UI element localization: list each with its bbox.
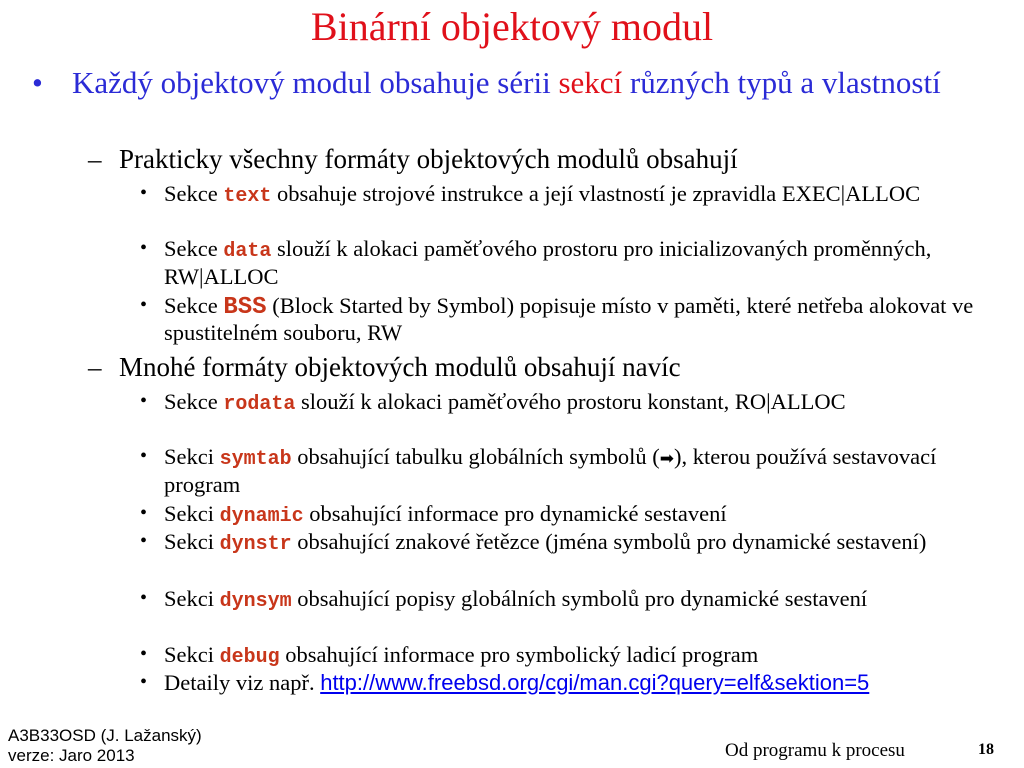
section-name-rodata: rodata xyxy=(223,393,296,416)
list-item xyxy=(140,236,1000,289)
right-arrow-icon: ➡ xyxy=(659,449,674,469)
item-prefix: Sekce xyxy=(164,293,224,318)
dash-icon: – xyxy=(88,352,102,382)
item-description: obsahující tabulku globálních symbolů ( xyxy=(291,444,660,469)
item-prefix: Sekci xyxy=(164,529,220,554)
item-description: obsahující informace pro dynamické sestavení xyxy=(303,501,727,526)
item-prefix: Sekci xyxy=(164,586,220,611)
bullet-icon: • xyxy=(140,182,148,204)
list-item xyxy=(140,293,1000,345)
footer-course: A3B33OSD (J. Lažanský) xyxy=(8,726,202,745)
sub-bullet-text: Prakticky všechny formáty objektových modulů obsahují xyxy=(119,144,738,174)
item-prefix: Sekci xyxy=(164,444,220,469)
item-description: obsahuje strojové instrukce a její vlastností je zpravidla EXEC|ALLOC xyxy=(271,181,921,206)
list-item xyxy=(140,389,1000,417)
item-prefix: Detaily viz např. xyxy=(164,670,321,695)
bullet-icon: • xyxy=(140,294,148,316)
bullet-icon: • xyxy=(140,643,148,665)
section-name-dynsym: dynsym xyxy=(219,590,292,613)
item-description-tail: ), kterou používá sestavovací program xyxy=(164,444,937,497)
item-prefix: Sekci xyxy=(164,501,220,526)
bullet-sections xyxy=(32,66,1007,100)
item-description: obsahující znakové řetězce (jména symbolů pro dynamické sestavení) xyxy=(291,529,927,554)
section-name-symtab: symtab xyxy=(219,448,292,471)
section-name-debug: debug xyxy=(219,646,280,669)
item-description: obsahující popisy globálních symbolů pro dynamické sestavení xyxy=(291,586,868,611)
dash-icon: – xyxy=(88,144,102,174)
footer-version: verze: Jaro 2013 xyxy=(8,746,135,765)
list-item xyxy=(140,444,1000,497)
bullet-icon: • xyxy=(140,502,148,524)
bullet-text-pre: Každý objektový modul obsahuje sérii xyxy=(72,65,559,100)
page-number: 18 xyxy=(978,741,994,758)
item-description: obsahující informace pro symbolický ladicí program xyxy=(279,642,759,667)
item-description: (Block Started by Symbol) popisuje místo v paměti, které netřeba alokovat ve spustitelném souboru, RW xyxy=(164,293,974,345)
sub-bullet-common xyxy=(88,144,988,174)
item-prefix: Sekci xyxy=(164,642,220,667)
list-item xyxy=(140,181,1000,209)
slide-title: Binární objektový modul xyxy=(310,4,714,49)
list-item xyxy=(140,642,1000,670)
item-prefix: Sekce xyxy=(164,236,224,261)
item-prefix: Sekce xyxy=(164,181,224,206)
bullet-icon: • xyxy=(140,530,148,552)
bullet-icon: • xyxy=(140,237,148,259)
section-name-dynamic: dynamic xyxy=(219,505,304,528)
item-description: slouží k alokaci paměťového prostoru pro inicializovaných proměnných, RW|ALLOC xyxy=(164,236,932,289)
bullet-icon: • xyxy=(140,390,148,412)
bullet-icon: • xyxy=(140,587,148,609)
bullet-icon: • xyxy=(32,65,43,100)
highlight-sections: sekcí xyxy=(558,65,623,100)
bullet-icon: • xyxy=(140,671,148,693)
item-prefix: Sekce xyxy=(164,389,224,414)
section-name-dynstr: dynstr xyxy=(219,533,292,556)
section-name-bss: BSS xyxy=(223,294,267,321)
footer-course-info xyxy=(8,726,202,766)
section-name-text: text xyxy=(223,185,272,208)
list-item xyxy=(140,529,1000,557)
freebsd-elf-link[interactable]: http://www.freebsd.org/cgi/man.cgi?query=elf&sektion=5 xyxy=(320,670,870,695)
footer-topic: Od programu k procesu xyxy=(725,740,905,761)
section-name-data: data xyxy=(223,240,272,263)
list-item xyxy=(140,501,1000,529)
list-item xyxy=(140,670,1000,695)
sub-bullet-additional xyxy=(88,352,988,382)
bullet-text-post: různých typů a vlastností xyxy=(622,65,941,100)
item-description: slouží k alokaci paměťového prostoru konstant, RO|ALLOC xyxy=(295,389,846,414)
list-item xyxy=(140,586,1000,614)
sub-bullet-text: Mnohé formáty objektových modulů obsahují navíc xyxy=(119,352,681,382)
bullet-icon: • xyxy=(140,445,148,467)
